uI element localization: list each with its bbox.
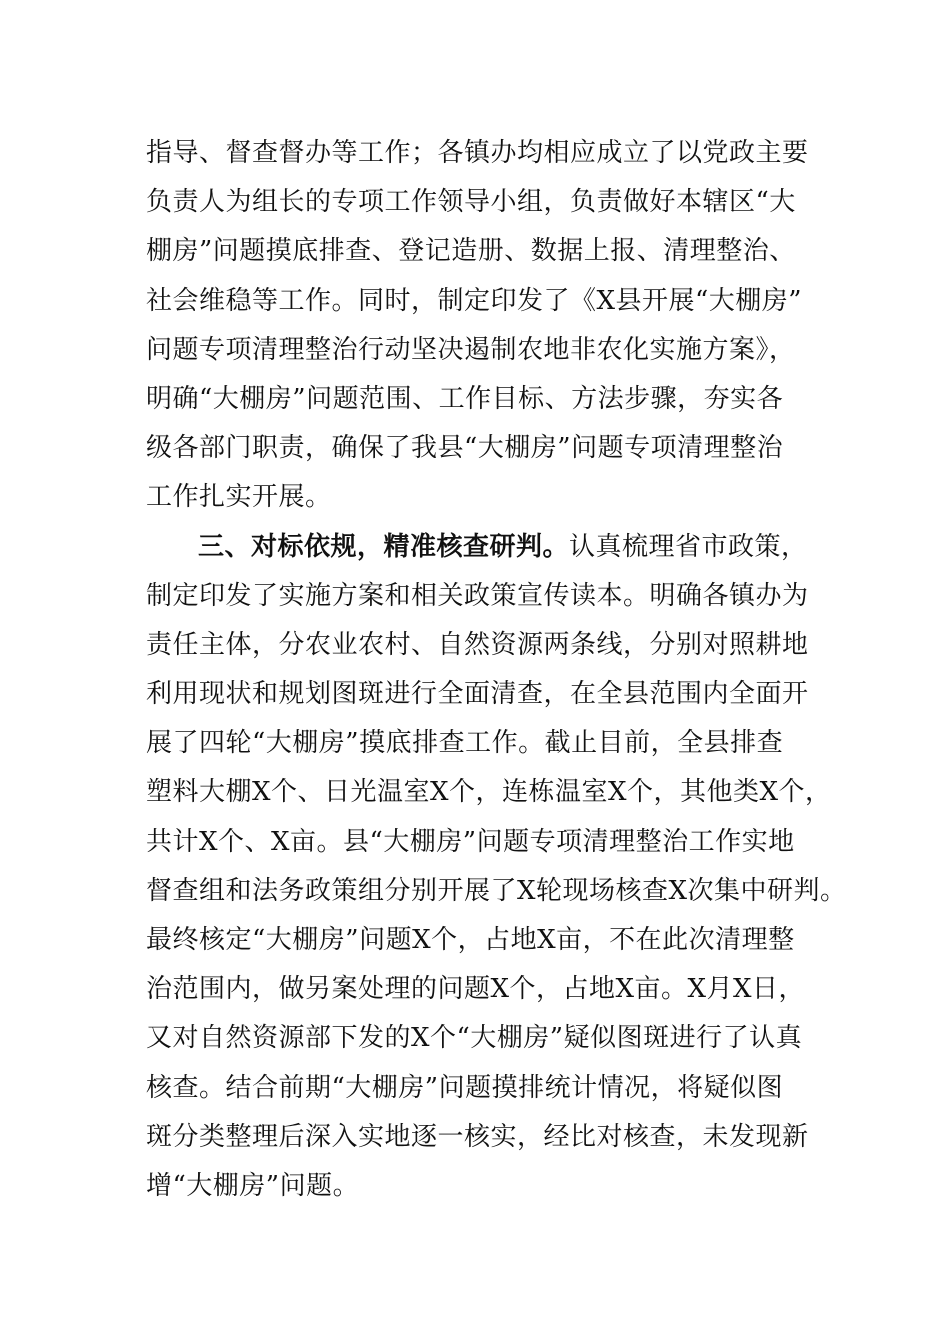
- paragraph-continued: [146, 129, 826, 523]
- section-3-first-line-text: 认真梳理省市政策，: [569, 531, 808, 562]
- text-line: 明确“大棚房”问题范围、工作目标、方法步骤，夯实各: [146, 383, 784, 414]
- text-line: 利用现状和规划图斑进行全面清查，在全县范围内全面开: [146, 679, 809, 710]
- text-line: 社会维稳等工作。同时，制定印发了《X县开展“大棚房”: [146, 285, 803, 316]
- text-line: 负责人为组长的专项工作领导小组，负责做好本辖区“大: [146, 187, 796, 218]
- text-line: 展了四轮“大棚房”摸底排查工作。截止目前，全县排查: [146, 728, 784, 759]
- section-3-paragraph: [146, 523, 847, 1212]
- text-line: 棚房”问题摸底排查、登记造册、数据上报、清理整治、: [146, 236, 796, 267]
- text-line: 责任主体，分农业农村、自然资源两条线，分别对照耕地: [146, 629, 809, 660]
- text-line: 又对自然资源部下发的X个“大棚房”疑似图斑进行了认真: [146, 1023, 803, 1054]
- text-line: 级各部门职责，确保了我县“大棚房”问题专项清理整治: [146, 433, 784, 464]
- text-line: 督查组和法务政策组分别开展了X轮现场核查X次集中研判。: [146, 875, 847, 906]
- text-line: 核查。结合前期“大棚房”问题摸排统计情况，将疑似图: [146, 1072, 784, 1103]
- text-line: 问题专项清理整治行动坚决遏制农地非农化实施方案》，: [146, 334, 796, 365]
- text-line: 斑分类整理后深入实地逐一核实，经比对核查，未发现新: [146, 1121, 809, 1152]
- text-line: 塑料大棚X个、日光温室X个，连栋温室X个，其他类X个，: [146, 777, 832, 808]
- text-line: 指导、督查督办等工作；各镇办均相应成立了以党政主要: [146, 138, 809, 168]
- document-body: [146, 129, 847, 1211]
- text-line: 治范围内，做另案处理的问题X个，占地X亩。X月X日，: [146, 974, 806, 1005]
- text-line: 工作扎实开展。: [146, 482, 332, 513]
- section-3-heading: 三、对标依规，精准核查研判。: [198, 531, 570, 562]
- text-line: 增“大棚房”问题。: [146, 1170, 360, 1201]
- text-line: 共计X个、X亩。县“大棚房”问题专项清理整治工作实地: [146, 826, 795, 857]
- text-line: 最终核定“大棚房”问题X个，占地X亩，不在此次清理整: [146, 925, 795, 955]
- section-3-first-line: [146, 523, 826, 572]
- text-line: 制定印发了实施方案和相关政策宣传读本。明确各镇办为: [146, 580, 809, 611]
